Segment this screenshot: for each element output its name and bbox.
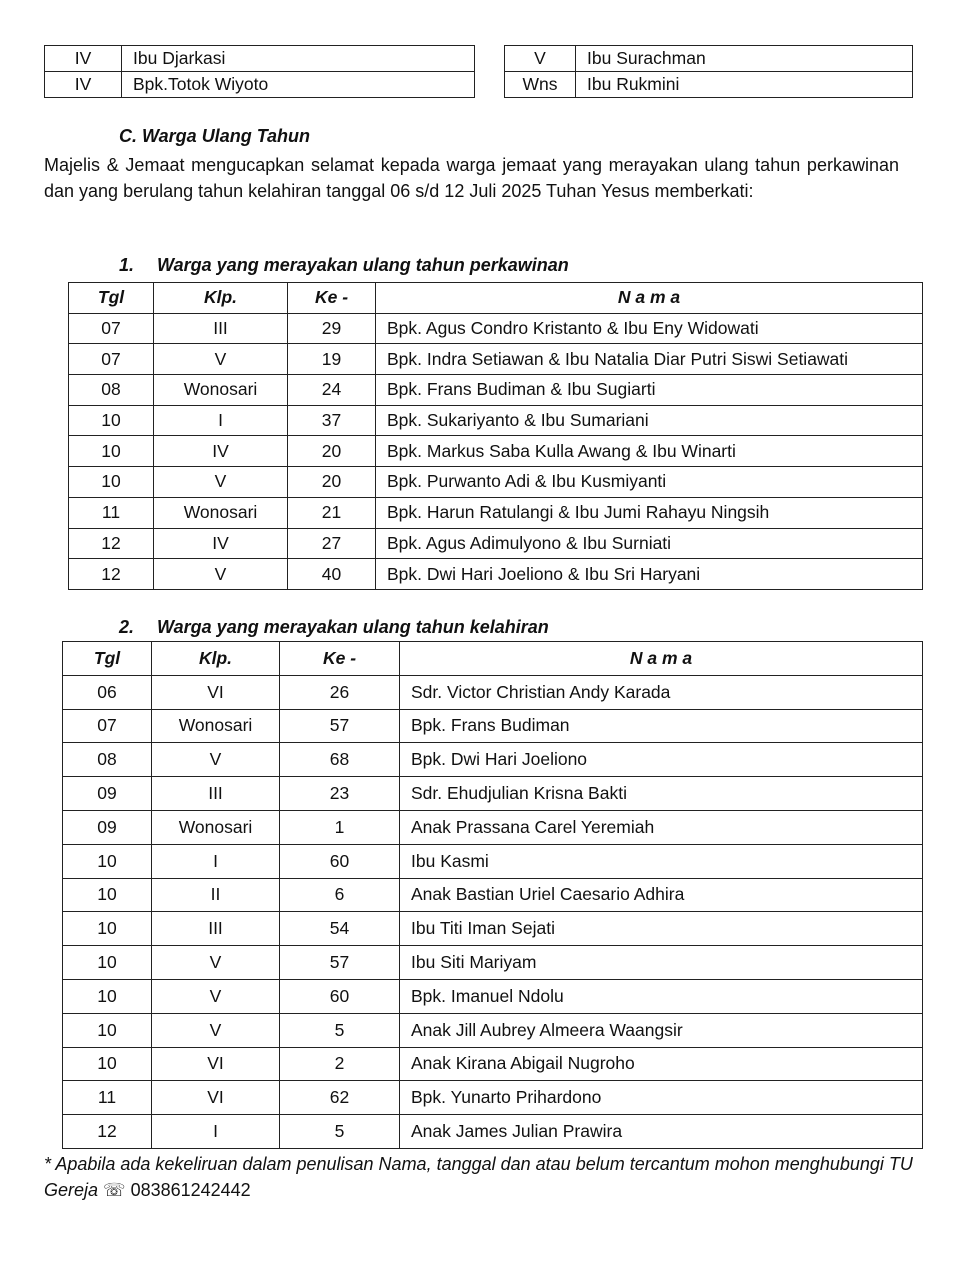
group-cell: V (152, 979, 280, 1013)
table-header-row (69, 283, 923, 314)
footnote (44, 1151, 924, 1203)
name-cell: Bpk. Indra Setiawan & Ibu Natalia Diar Putri Siswi Setiawati (376, 344, 923, 375)
table-row (63, 878, 923, 912)
name-cell: Anak Kirana Abigail Nugroho (400, 1047, 923, 1081)
name-cell: Bpk. Dwi Hari Joeliono & Ibu Sri Haryani (376, 559, 923, 590)
name-cell: Bpk. Markus Saba Kulla Awang & Ibu Winarti (376, 436, 923, 467)
count-cell: 6 (280, 878, 400, 912)
name-cell: Ibu Kasmi (400, 844, 923, 878)
table-header-row (63, 642, 923, 676)
name-cell: Bpk. Frans Budiman (400, 709, 923, 743)
birth-heading-number: 2. (119, 617, 135, 637)
date-cell: 10 (69, 405, 154, 436)
group-cell: III (152, 912, 280, 946)
intro-paragraph: Majelis & Jemaat mengucapkan selamat kepada warga jemaat yang merayakan ulang tahun perkawinan dan yang berulang tahun kelahiran tanggal 06 s/d 12 Juli 2025 Tuhan Yesus memberkati: (44, 155, 899, 201)
name-cell: Bpk. Frans Budiman & Ibu Sugiarti (376, 375, 923, 406)
klp-cell: IV (45, 72, 122, 98)
table-row (69, 497, 923, 528)
name-cell: Bpk. Agus Adimulyono & Ibu Surniati (376, 528, 923, 559)
table-row (63, 946, 923, 980)
table-row (63, 1115, 923, 1149)
table-row (63, 979, 923, 1013)
group-cell: Wonosari (154, 497, 288, 528)
count-cell: 60 (280, 979, 400, 1013)
date-cell: 11 (69, 497, 154, 528)
date-cell: 10 (63, 844, 152, 878)
date-cell: 07 (63, 709, 152, 743)
date-cell: 09 (63, 810, 152, 844)
group-cell: IV (154, 436, 288, 467)
table-row (63, 810, 923, 844)
date-cell: 08 (69, 375, 154, 406)
count-cell: 27 (288, 528, 376, 559)
klp-cell: Wns (505, 72, 576, 98)
group-cell: VI (152, 1081, 280, 1115)
date-cell: 10 (69, 467, 154, 498)
date-cell: 12 (69, 528, 154, 559)
name-cell: Ibu Siti Mariyam (400, 946, 923, 980)
group-cell: II (152, 878, 280, 912)
count-cell: 20 (288, 436, 376, 467)
table-row (69, 405, 923, 436)
name-cell: Bpk. Agus Condro Kristanto & Ibu Eny Widowati (376, 313, 923, 344)
table-row (69, 344, 923, 375)
count-cell: 2 (280, 1047, 400, 1081)
date-cell: 10 (63, 912, 152, 946)
date-cell: 10 (63, 1047, 152, 1081)
date-cell: 12 (63, 1115, 152, 1149)
section-title: C. Warga Ulang Tahun (119, 126, 311, 146)
group-cell: V (154, 344, 288, 375)
klp-cell: V (505, 46, 576, 72)
table-row (505, 72, 913, 98)
table-row (69, 467, 923, 498)
marriage-heading-number: 1. (119, 255, 135, 275)
group-cell: V (152, 743, 280, 777)
count-cell: 20 (288, 467, 376, 498)
klp-cell: IV (45, 46, 122, 72)
date-cell: 10 (63, 979, 152, 1013)
table-row (45, 46, 475, 72)
count-cell: 62 (280, 1081, 400, 1115)
name-cell: Ibu Titi Iman Sejati (400, 912, 923, 946)
count-cell: 57 (280, 946, 400, 980)
birth-heading (119, 617, 549, 638)
table-row (63, 743, 923, 777)
header-tgl: Tgl (69, 283, 154, 314)
date-cell: 10 (63, 878, 152, 912)
header-klp: Klp. (152, 642, 280, 676)
table-row (63, 1047, 923, 1081)
birthday-table (62, 641, 923, 1149)
header-nama: N a m a (400, 642, 923, 676)
count-cell: 19 (288, 344, 376, 375)
header-nama: N a m a (376, 283, 923, 314)
table-row (63, 1013, 923, 1047)
table-row (69, 528, 923, 559)
group-cell: III (154, 313, 288, 344)
name-cell: Anak Jill Aubrey Almeera Waangsir (400, 1013, 923, 1047)
header-tgl: Tgl (63, 642, 152, 676)
table-row (63, 709, 923, 743)
count-cell: 40 (288, 559, 376, 590)
group-cell: V (154, 559, 288, 590)
date-cell: 07 (69, 313, 154, 344)
table-row (69, 375, 923, 406)
phone-number[interactable]: 083861242442 (130, 1180, 251, 1200)
birth-heading-text: Warga yang merayakan ulang tahun kelahiran (157, 617, 549, 637)
count-cell: 21 (288, 497, 376, 528)
date-cell: 08 (63, 743, 152, 777)
name-cell: Ibu Djarkasi (122, 46, 475, 72)
count-cell: 60 (280, 844, 400, 878)
count-cell: 5 (280, 1115, 400, 1149)
name-cell: Bpk. Purwanto Adi & Ibu Kusmiyanti (376, 467, 923, 498)
header-ke: Ke - (288, 283, 376, 314)
table-row (69, 559, 923, 590)
top-right-table (504, 45, 913, 98)
date-cell: 11 (63, 1081, 152, 1115)
group-cell: III (152, 777, 280, 811)
table-row (63, 675, 923, 709)
group-cell: Wonosari (152, 709, 280, 743)
group-cell: I (152, 844, 280, 878)
group-cell: VI (152, 675, 280, 709)
header-klp: Klp. (154, 283, 288, 314)
group-cell: I (154, 405, 288, 436)
group-cell: Wonosari (154, 375, 288, 406)
table-row (63, 912, 923, 946)
marriage-anniversary-table (68, 282, 923, 590)
count-cell: 68 (280, 743, 400, 777)
group-cell: V (154, 467, 288, 498)
name-cell: Ibu Rukmini (576, 72, 913, 98)
count-cell: 24 (288, 375, 376, 406)
count-cell: 29 (288, 313, 376, 344)
count-cell: 37 (288, 405, 376, 436)
top-left-table (44, 45, 475, 98)
date-cell: 06 (63, 675, 152, 709)
table-row (505, 46, 913, 72)
name-cell: Bpk. Harun Ratulangi & Ibu Jumi Rahayu Ningsih (376, 497, 923, 528)
group-cell: I (152, 1115, 280, 1149)
table-row (63, 777, 923, 811)
date-cell: 09 (63, 777, 152, 811)
count-cell: 54 (280, 912, 400, 946)
name-cell: Anak James Julian Prawira (400, 1115, 923, 1149)
name-cell: Bpk. Sukariyanto & Ibu Sumariani (376, 405, 923, 436)
table-row (69, 313, 923, 344)
group-cell: Wonosari (152, 810, 280, 844)
table-row (63, 1081, 923, 1115)
group-cell: V (152, 1013, 280, 1047)
date-cell: 10 (69, 436, 154, 467)
footnote-text: * Apabila ada kekeliruan dalam penulisan Nama, tanggal dan atau belum tercantum mohon menghubungi TU Gereja (44, 1154, 913, 1200)
date-cell: 07 (69, 344, 154, 375)
marriage-heading (119, 255, 569, 276)
group-cell: IV (154, 528, 288, 559)
name-cell: Sdr. Ehudjulian Krisna Bakti (400, 777, 923, 811)
count-cell: 26 (280, 675, 400, 709)
name-cell: Sdr. Victor Christian Andy Karada (400, 675, 923, 709)
phone-icon: ☏ (103, 1180, 126, 1200)
name-cell: Anak Bastian Uriel Caesario Adhira (400, 878, 923, 912)
table-row (69, 436, 923, 467)
date-cell: 10 (63, 1013, 152, 1047)
name-cell: Ibu Surachman (576, 46, 913, 72)
table-row (45, 72, 475, 98)
count-cell: 1 (280, 810, 400, 844)
date-cell: 10 (63, 946, 152, 980)
name-cell: Bpk. Yunarto Prihardono (400, 1081, 923, 1115)
group-cell: V (152, 946, 280, 980)
marriage-heading-text: Warga yang merayakan ulang tahun perkawinan (157, 255, 569, 275)
count-cell: 5 (280, 1013, 400, 1047)
name-cell: Anak Prassana Carel Yeremiah (400, 810, 923, 844)
group-cell: VI (152, 1047, 280, 1081)
count-cell: 57 (280, 709, 400, 743)
table-row (63, 844, 923, 878)
name-cell: Bpk. Imanuel Ndolu (400, 979, 923, 1013)
date-cell: 12 (69, 559, 154, 590)
name-cell: Bpk.Totok Wiyoto (122, 72, 475, 98)
count-cell: 23 (280, 777, 400, 811)
name-cell: Bpk. Dwi Hari Joeliono (400, 743, 923, 777)
header-ke: Ke - (280, 642, 400, 676)
